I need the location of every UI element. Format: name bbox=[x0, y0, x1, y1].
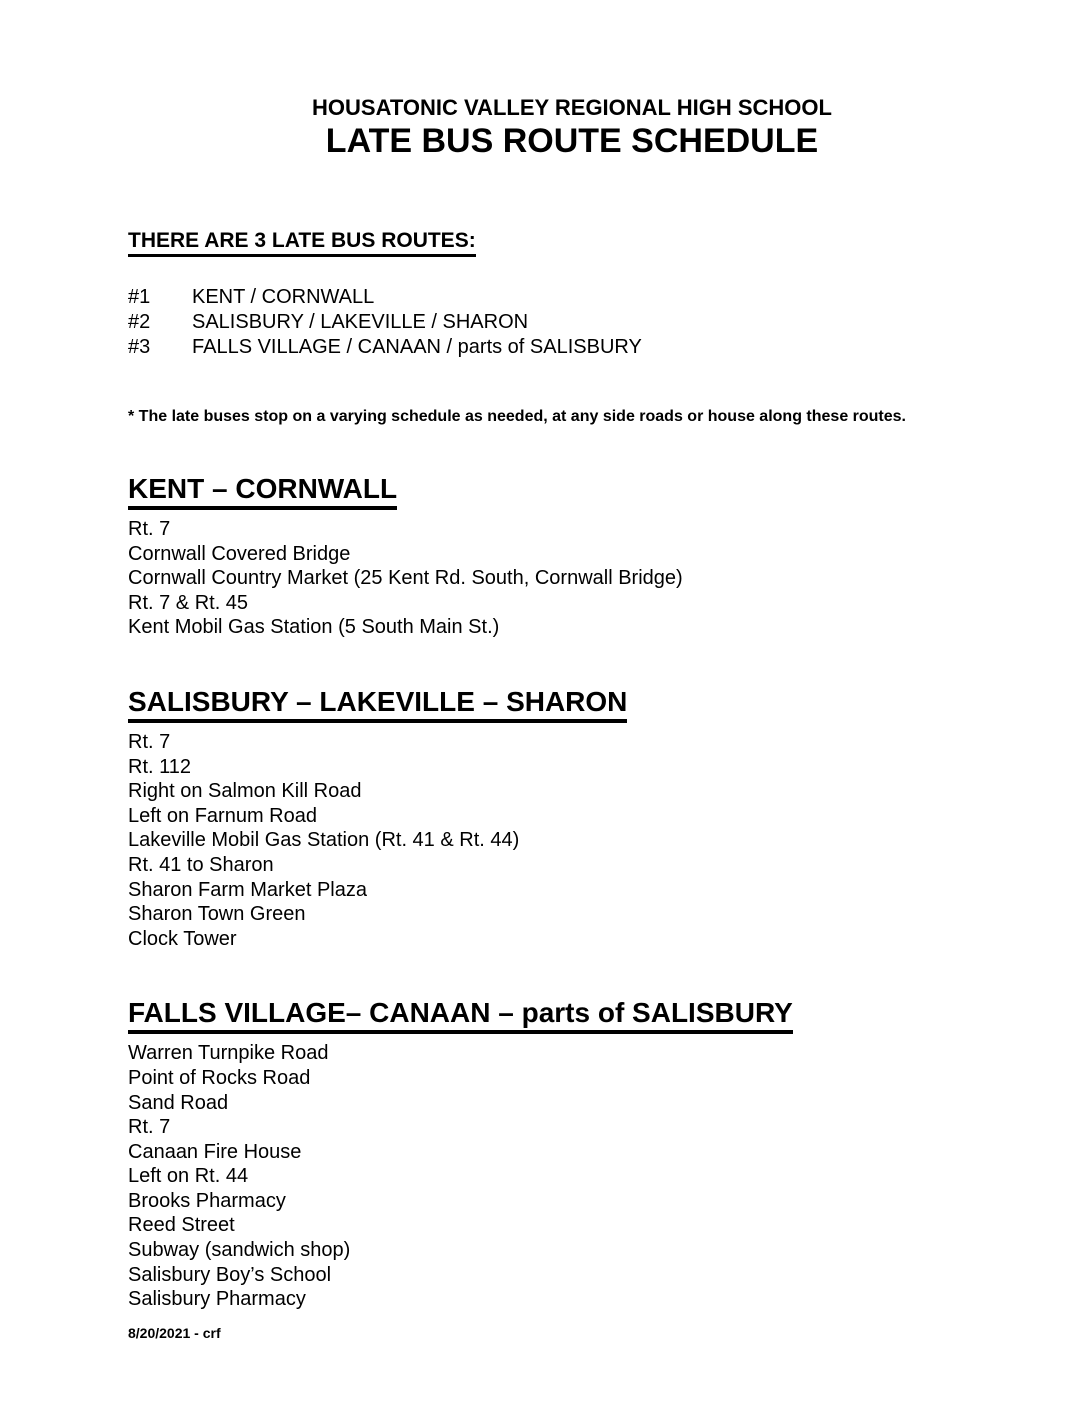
schedule-note: * The late buses stop on a varying schedule as needed, at any side roads or house along these routes. bbox=[128, 408, 906, 425]
stop-item: Rt. 7 bbox=[128, 1116, 171, 1139]
stop-item: Warren Turnpike Road bbox=[128, 1042, 329, 1065]
route-section bbox=[128, 686, 1016, 951]
stop-item: Lakeville Mobil Gas Station (Rt. 41 & Rt. 44) bbox=[128, 829, 520, 852]
route-name: SALISBURY / LAKEVILLE / SHARON bbox=[192, 311, 529, 333]
stop-item: Rt. 112 bbox=[128, 755, 191, 778]
stop-item: Sharon Farm Market Plaza bbox=[128, 878, 367, 901]
revision-footer: 8/20/2021 - crf bbox=[128, 1325, 221, 1341]
stop-item: Sand Road bbox=[128, 1091, 229, 1114]
section-heading-row bbox=[128, 686, 1016, 723]
stop-item: Salisbury Pharmacy bbox=[128, 1288, 306, 1311]
intro-heading-row bbox=[128, 228, 1016, 257]
stop-item: Rt. 7 & Rt. 45 bbox=[128, 591, 249, 614]
stop-item: Left on Farnum Road bbox=[128, 804, 317, 827]
stop-item: Rt. 7 bbox=[128, 518, 171, 540]
route-name: KENT / CORNWALL bbox=[192, 286, 375, 308]
stop-item: Brooks Pharmacy bbox=[128, 1189, 286, 1212]
stop-item: Salisbury Boy’s School bbox=[128, 1263, 332, 1286]
section-heading-row bbox=[128, 473, 1016, 510]
stop-item: Reed Street bbox=[128, 1214, 235, 1237]
stop-item: Rt. 41 to Sharon bbox=[128, 853, 274, 876]
stop-item: Point of Rocks Road bbox=[128, 1066, 311, 1089]
section-heading: FALLS VILLAGE– CANAAN – parts of SALISBURY bbox=[128, 997, 793, 1034]
stop-item: Cornwall Covered Bridge bbox=[128, 542, 351, 565]
stops-list bbox=[128, 1041, 1016, 1312]
section-heading: KENT – CORNWALL bbox=[128, 473, 397, 510]
stop-item: Subway (sandwich shop) bbox=[128, 1239, 351, 1262]
intro-heading: THERE ARE 3 LATE BUS ROUTES: bbox=[128, 228, 476, 257]
stop-item: Left on Rt. 44 bbox=[128, 1165, 249, 1188]
route-name: FALLS VILLAGE / CANAAN / parts of SALISBURY bbox=[192, 336, 642, 358]
title-block bbox=[128, 95, 1016, 161]
stop-item: Canaan Fire House bbox=[128, 1140, 302, 1163]
stop-item: Right on Salmon Kill Road bbox=[128, 780, 362, 803]
route-summary-line bbox=[128, 310, 1016, 335]
school-name: HOUSATONIC VALLEY REGIONAL HIGH SCHOOL bbox=[312, 95, 832, 120]
routes-summary-list bbox=[128, 285, 1016, 360]
section-heading: SALISBURY – LAKEVILLE – SHARON bbox=[128, 686, 627, 723]
route-summary-line bbox=[128, 285, 1016, 310]
stop-item: Cornwall Country Market (25 Kent Rd. South, Cornwall Bridge) bbox=[128, 567, 683, 590]
section-heading-row bbox=[128, 997, 1016, 1034]
route-number: #2 bbox=[128, 311, 151, 333]
stop-item: Sharon Town Green bbox=[128, 903, 306, 926]
route-number: #3 bbox=[128, 336, 151, 358]
stops-list bbox=[128, 730, 1016, 951]
route-sections bbox=[128, 473, 1016, 1312]
stop-item: Kent Mobil Gas Station (5 South Main St.) bbox=[128, 616, 500, 639]
stop-item: Clock Tower bbox=[128, 927, 237, 950]
stops-list bbox=[128, 517, 1016, 640]
stop-item: Rt. 7 bbox=[128, 730, 171, 753]
route-section bbox=[128, 473, 1016, 640]
route-number: #1 bbox=[128, 286, 151, 308]
document-title: LATE BUS ROUTE SCHEDULE bbox=[325, 122, 819, 160]
route-summary-line bbox=[128, 335, 1016, 360]
route-section bbox=[128, 997, 1016, 1312]
